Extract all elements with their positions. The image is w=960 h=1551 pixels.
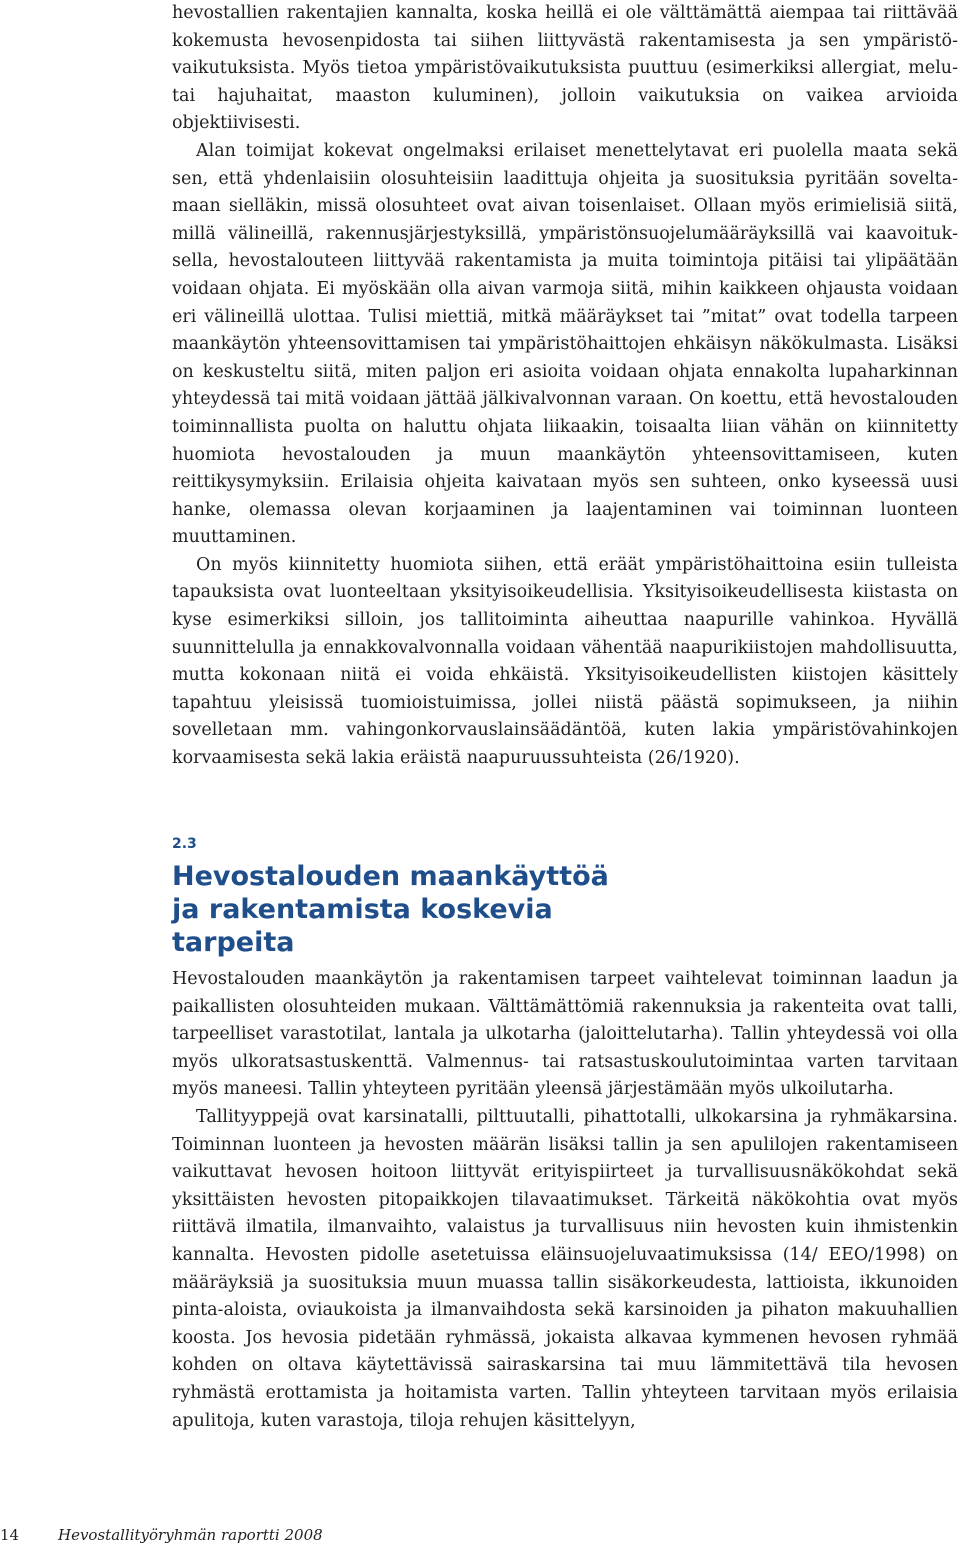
page-number: 14 bbox=[0, 1526, 20, 1544]
section-heading bbox=[172, 834, 958, 959]
body-text-column-top bbox=[172, 0, 958, 773]
section-number: 2.3 bbox=[172, 836, 197, 852]
paragraph-stable-types: Tallityyppejä ovat karsinatalli, pilttuutalli, pihattotalli, ulkokarsina ja ryhmäkarsina. Toiminnan luonteen ja hevosten määrän lisäksi tallin ja sen apulilojen rakentamiseen vaikuttavat hevosen hoitoon liittyvät erityispiirteet ja turvallisuusnäkökohdat sekä yksittäisten hevosten pitopaikkojen tilavaatimukset. Tärkeitä näkökohtia ovat myös riittävä ilmatila, ilmanvaihto, valaistus ja turvallisuus niin hevosten kuin ihmistenkin kannalta. Hevosten pidolle asetetuissa eläinsuojeluvaatimuksissa (14/ EEO/1998) on määräyksiä ja suosituksia muun muassa tallin sisäkorkeudesta, lattioista, ikkunoiden pinta-aloista, oviaukoista ja ilmanvaihdosta sekä karsinoiden ja pihaton makuuhallien koosta. Jos hevosia pidetään ryhmässä, jokaista alkavaa kymmenen hevosen ryhmää kohden on oltava käytettävissä sairaskarsina tai muu lämmitettävä tila hevosen ryhmästä erottamista ja hoitamista varten. Tallin yhteyteen tarvitaan myös erilaisia apulitoja, kuten varastoja, tiloja rehujen käsittelyyn, bbox=[172, 1106, 958, 1431]
paragraph-continuation: hevostallien rakentajien kannalta, koska heillä ei ole välttämättä aiempaa tai riittävää kokemusta hevosenpidosta tai siihen liittyvästä rakentamisesta ja sen ympäristövaikutuksista. Myös tietoa ympäristövaikutuksista puuttuu (esimerkiksi allergiat, melu- tai hajuhaitat, maaston kuluminen), jolloin vaikutuksia on vaikea arvioida objektiivisesti. bbox=[172, 3, 958, 134]
paragraph-needs: Hevostalouden maankäytön ja rakentamisen tarpeet vaihtelevat toiminnan laadun ja paikallisten olosuhteiden mukaan. Välttämättömiä rakennuksia ja rakenteita ovat talli, tarpeelliset varastotilat, lantala ja ulkotarha (jaloittelutarha). Tallin yhteydessä voi olla myös ulkoratsastuskenttä. Valmennus- tai ratsastuskoulutoimintaa varten tarvitaan myös maneesi. Tallin yhteyteen pyritään yleensä järjestämään myös ulkoilutarha. bbox=[172, 969, 958, 1100]
section-title: Hevostalouden maankäyttöä ja rakentamista koskevia tarpeita bbox=[172, 861, 609, 958]
paragraph-procedures: Alan toimijat kokevat ongelmaksi erilaiset menettelytavat eri puolella maata sekä sen, että yhdenlaisiin olosuhteisiin laadittuja ohjeita ja suosituksia pyritään soveltamaan sielläkin, missä olosuhteet ovat aivan toisenlaiset. Ollaan myös erimielisiä siitä, millä välineillä, rakennusjärjestyksillä, ympäristönsuojelumääräyksillä vai kaavoituksella, hevostalouteen liittyvää rakentamista ja muita toimintoja pitäisi tai ylipäätään voidaan ohjata. Ei myöskään olla aivan varmoja siitä, mihin kaikkeen ohjausta voidaan eri välineillä ulottaa. Tulisi miettiä, mitkä määräykset tai ”mitat” ovat todella tarpeen maankäytön yhteensovittamisen tai ympäristöhaittojen ehkäisyn näkökulmasta. Lisäksi on keskusteltu siitä, miten paljon eri asioita voidaan ohjata ennakolta lupaharkinnan yhteydessä tai mitä voidaan jättää jälkivalvonnan varaan. On koettu, että hevostalouden toiminnallista puolta on haluttu ohjata liikaakin, toisaalta liian vähän on kiinnitetty huomiota hevostalouden ja muun maankäytön yhteensovittamiseen, kuten reittikysymyksiin. Erilaisia ohjeita kaivataan myös sen suhteen, onko kyseessä uusi hanke, olemassa olevan korjaaminen ja laajentaminen vai toiminnan luonteen muuttaminen. bbox=[172, 140, 958, 548]
body-text-column-bottom bbox=[172, 966, 958, 1435]
paragraph-private-law: On myös kiinnitetty huomiota siihen, että eräät ympäristöhaittoina esiin tulleista tapauksista ovat luonteeltaan yksityisoikeudellisia. Yksityisoikeudellisesta kiistasta on kyse esimerkiksi silloin, jos tallitoiminta aiheuttaa naapurille vahinkoa. Hyvällä suunnittelulla ja ennakkovalvonnalla voidaan vähentää naapurikiistojen mahdollisuutta, mutta kokonaan niitä ei voida ehkäistä. Yksityisoikeudellisten kiistojen käsittely tapahtuu yleisissä tuomioistuimissa, jollei niistä päästä sopimukseen, ja niihin sovelletaan mm. vahingonkorvauslainsäädäntöä, kuten lakia ympäristövahinkojen korvaamisesta sekä lakia eräistä naapuruussuhteista (26/1920). bbox=[172, 554, 958, 769]
report-title: Hevostallityöryhmän raportti 2008 bbox=[58, 1526, 323, 1544]
